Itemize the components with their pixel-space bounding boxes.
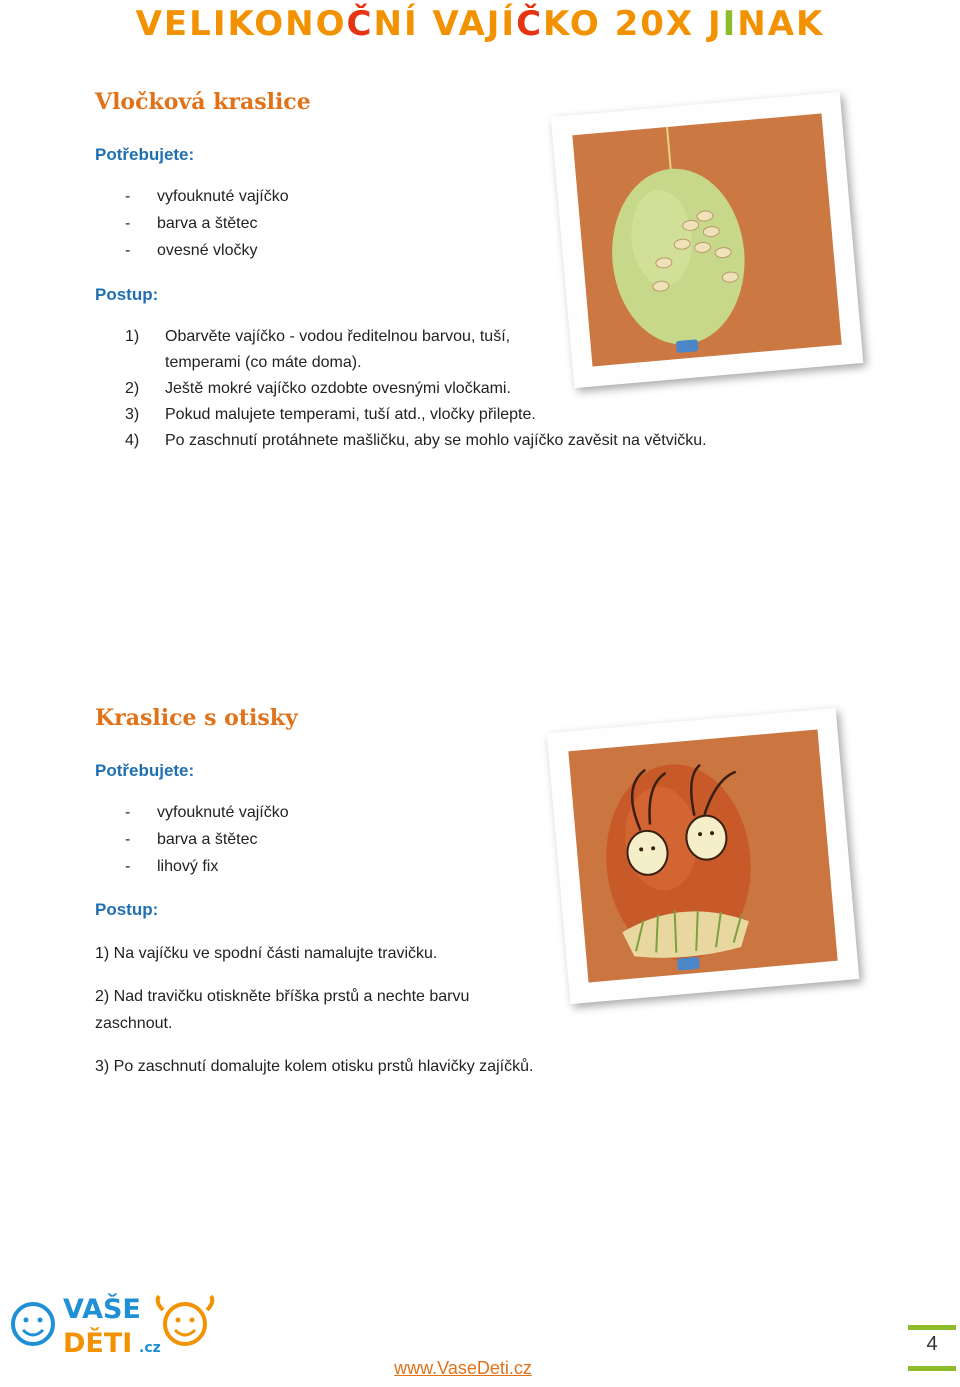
logo-text-cz: .cz bbox=[139, 1340, 161, 1356]
step-paragraph: 2) Nad travičku otiskněte bříška prstů a nechte barvu zaschnout. bbox=[95, 988, 470, 1032]
list-item: - vyfouknuté vajíčko bbox=[125, 804, 289, 821]
step-paragraph: 1) Na vajíčku ve spodní části namalujte travičku. bbox=[95, 945, 438, 962]
list-item: - vyfouknuté vajíčko bbox=[125, 188, 289, 205]
photo-orange-egg bbox=[547, 708, 860, 1004]
needs-list bbox=[125, 183, 289, 264]
page-number: 4 bbox=[926, 1333, 938, 1355]
steps-label: Postup: bbox=[95, 900, 159, 919]
logo-text-deti: DĚTI bbox=[63, 1328, 133, 1359]
egg-photo-image bbox=[547, 708, 860, 1004]
step-item: 2) Ještě mokré vajíčko ozdobte ovesnými vločkami. bbox=[125, 380, 511, 397]
header-title-part: Č bbox=[346, 4, 374, 44]
header-title-part: NAK bbox=[737, 4, 825, 44]
needs-label: Potřebujete: bbox=[95, 761, 195, 780]
section-title-vlockova: Vločková kraslice bbox=[95, 89, 311, 115]
needs-list bbox=[125, 799, 289, 880]
page-number-box bbox=[908, 1325, 956, 1371]
step-item: 4) Po zaschnutí protáhnete mašličku, aby se mohlo vajíčko zavěsit na větvičku. bbox=[125, 432, 707, 449]
steps-label: Postup: bbox=[95, 285, 159, 304]
footer-website-link[interactable]: www.VaseDeti.cz bbox=[394, 1358, 532, 1378]
list-item: - lihový fix bbox=[125, 858, 219, 875]
list-item: - barva a štětec bbox=[125, 215, 258, 232]
header-title-part: KO 20X J bbox=[543, 4, 723, 44]
list-item: - ovesné vločky bbox=[125, 242, 258, 259]
header-title-part: VELIKONO bbox=[135, 4, 347, 44]
section-title-otisky: Kraslice s otisky bbox=[95, 705, 298, 731]
header-title-part: Č bbox=[516, 4, 544, 44]
logo-text-vase: VAŠE bbox=[63, 1294, 141, 1325]
photo-green-egg bbox=[551, 92, 864, 388]
page-number-bar-bottom bbox=[908, 1366, 956, 1371]
egg-photo-image bbox=[551, 92, 864, 388]
needs-label: Potřebujete: bbox=[95, 145, 195, 164]
vasedeti-logo bbox=[5, 1288, 215, 1360]
list-item: - barva a štětec bbox=[125, 831, 258, 848]
header-title-part: NÍ VAJÍ bbox=[373, 4, 517, 44]
header-title-part: I bbox=[722, 4, 738, 44]
page-header-title bbox=[0, 4, 960, 44]
page-number-bar-top bbox=[908, 1325, 956, 1330]
step-paragraph: 3) Po zaschnutí domalujte kolem otisku prstů hlavičky zajíčků. bbox=[95, 1058, 534, 1075]
logo-graphic bbox=[5, 1288, 215, 1360]
step-item: 3) Pokud malujete temperami, tuší atd., vločky přilepte. bbox=[125, 406, 536, 423]
step-item: 1) Obarvěte vajíčko - vodou ředitelnou barvou, tuší, temperami (co máte doma). bbox=[125, 328, 511, 371]
